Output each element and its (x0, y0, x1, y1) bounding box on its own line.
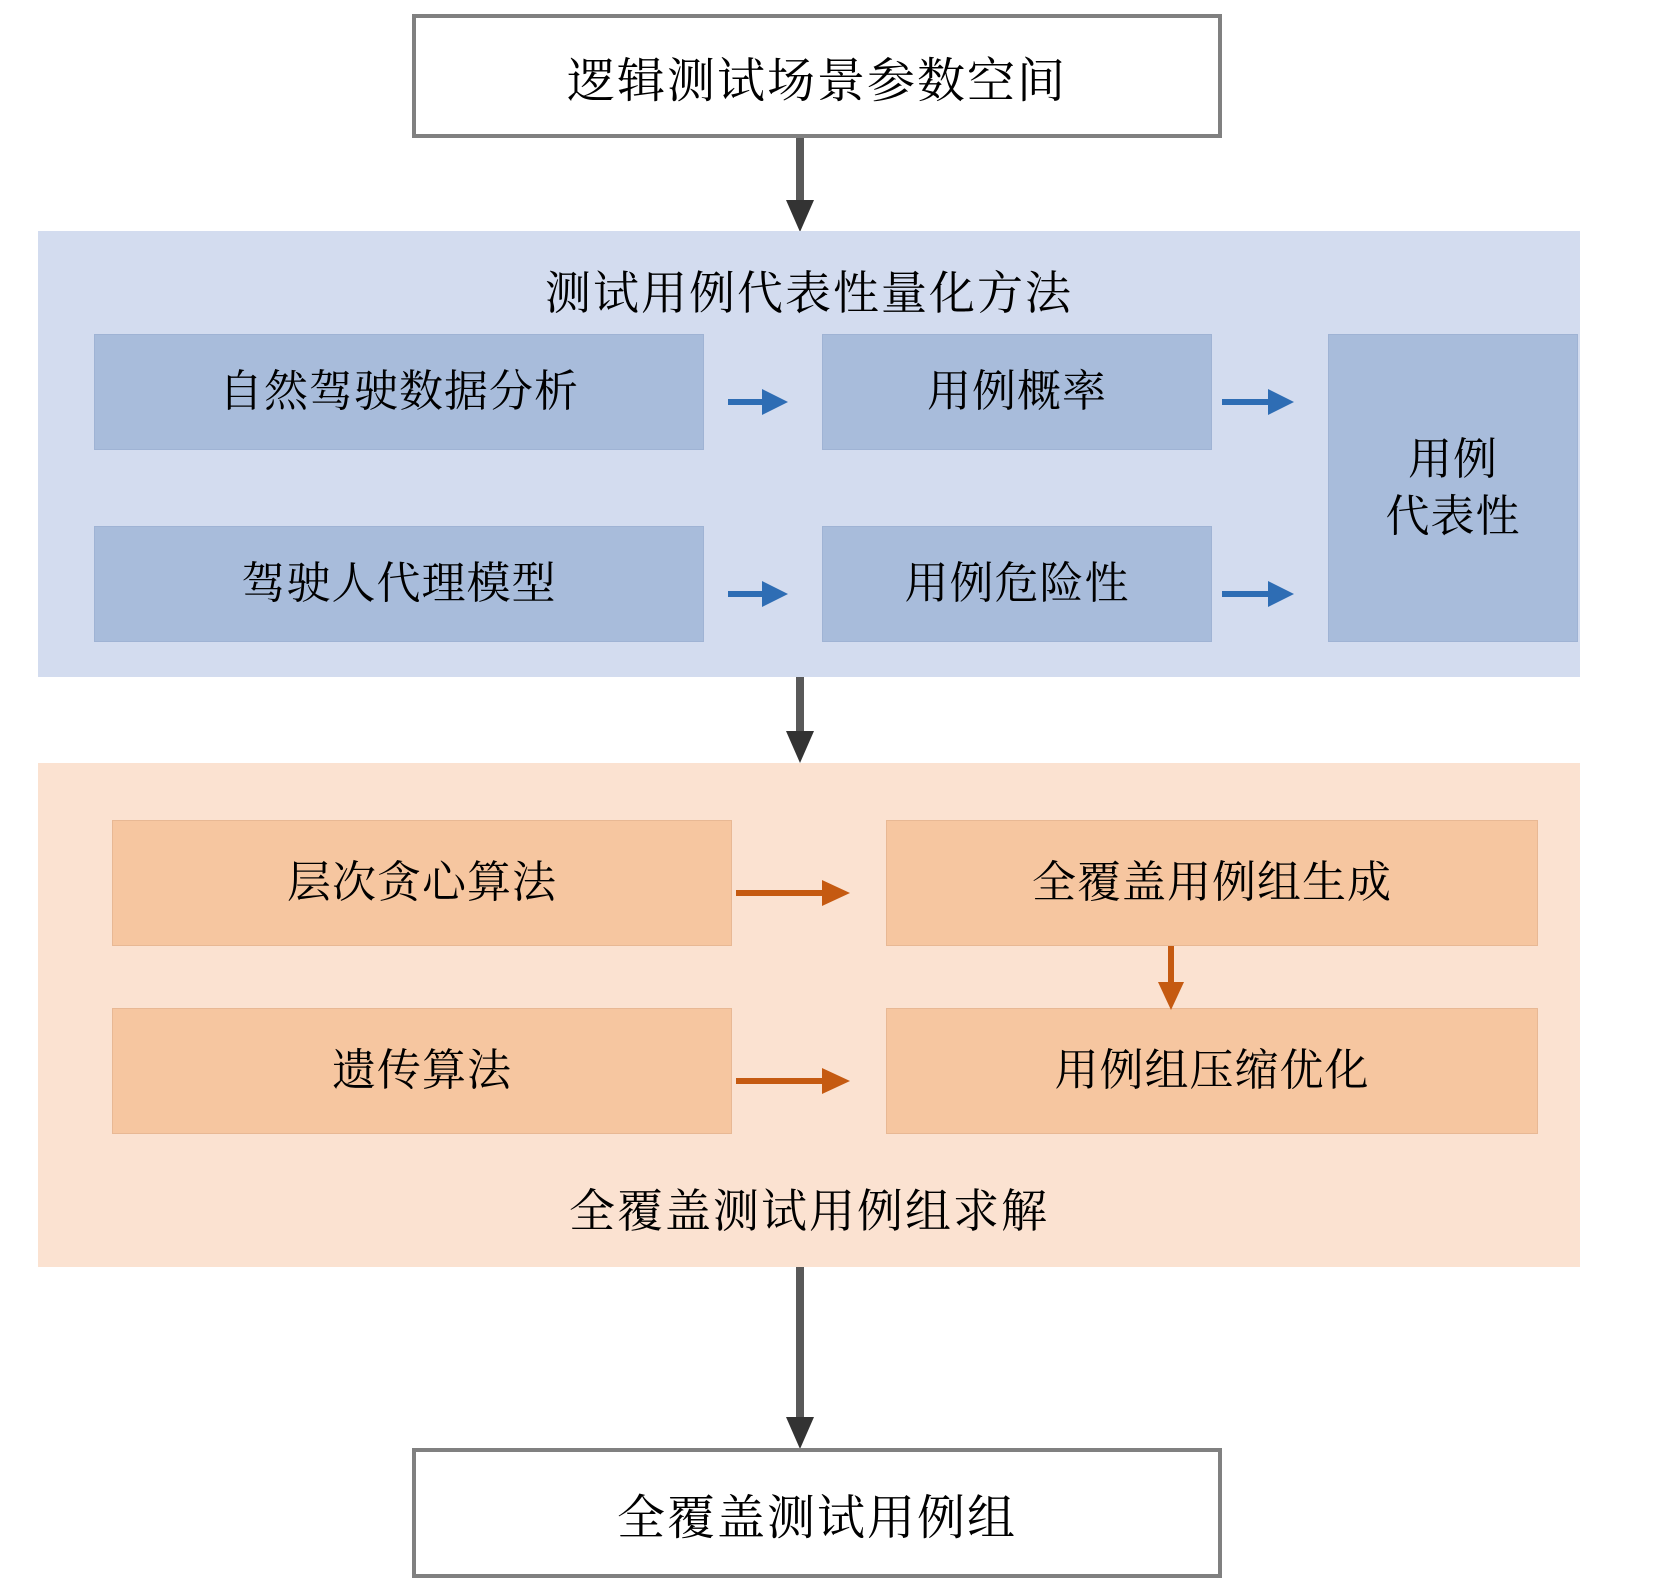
node-full-coverage-case-group-generation (886, 820, 1538, 946)
node-label: 遗传算法 (332, 1046, 512, 1096)
node-label: 驾驶人代理模型 (241, 559, 557, 609)
panel-test-case-representativeness (38, 231, 1580, 677)
node-label: 用例概率 (927, 367, 1107, 417)
node-label: 自然驾驶数据分析 (219, 367, 579, 417)
node-label: 用例组压缩优化 (1054, 1046, 1370, 1096)
node-label: 层次贪心算法 (287, 858, 557, 908)
arrow-risk-to-representativeness (1222, 582, 1296, 606)
node-case-representativeness (1328, 334, 1578, 642)
node-label: 逻辑测试场景参数空间 (566, 54, 1067, 108)
node-label: 用例危险性 (904, 559, 1130, 609)
arrow-blue-panel-to-orange-panel (790, 677, 810, 767)
node-driver-agent-model (94, 526, 704, 642)
panel-full-coverage-solution (38, 763, 1580, 1267)
panel-title-blue: 测试用例代表性量化方法 (545, 268, 1073, 319)
node-label-line2: 代表性 (1385, 492, 1521, 541)
arrow-probability-to-representativeness (1222, 390, 1296, 414)
node-full-coverage-test-case-group (412, 1448, 1222, 1578)
node-case-risk (822, 526, 1212, 642)
node-label: 全覆盖用例组生成 (1032, 858, 1392, 908)
arrow-natural-data-to-probability (728, 390, 790, 414)
arrow-orange-panel-to-bottom (790, 1267, 810, 1453)
arrow-generation-to-compression (1158, 946, 1184, 1012)
node-genetic-algorithm (112, 1008, 732, 1134)
node-case-group-compression-optimization (886, 1008, 1538, 1134)
arrow-greedy-to-generation (736, 880, 852, 906)
node-hierarchical-greedy-algorithm (112, 820, 732, 946)
arrow-top-to-blue-panel (790, 138, 810, 234)
node-logical-scenario-parameter-space (412, 14, 1222, 138)
node-label-line1: 用例 (1408, 434, 1498, 484)
panel-title-orange: 全覆盖测试用例组求解 (569, 1186, 1049, 1237)
arrow-genetic-to-compression (736, 1068, 852, 1094)
node-case-probability (822, 334, 1212, 450)
node-label: 全覆盖测试用例组 (616, 1491, 1017, 1545)
arrow-driver-model-to-risk (728, 582, 790, 606)
node-natural-driving-data-analysis (94, 334, 704, 450)
